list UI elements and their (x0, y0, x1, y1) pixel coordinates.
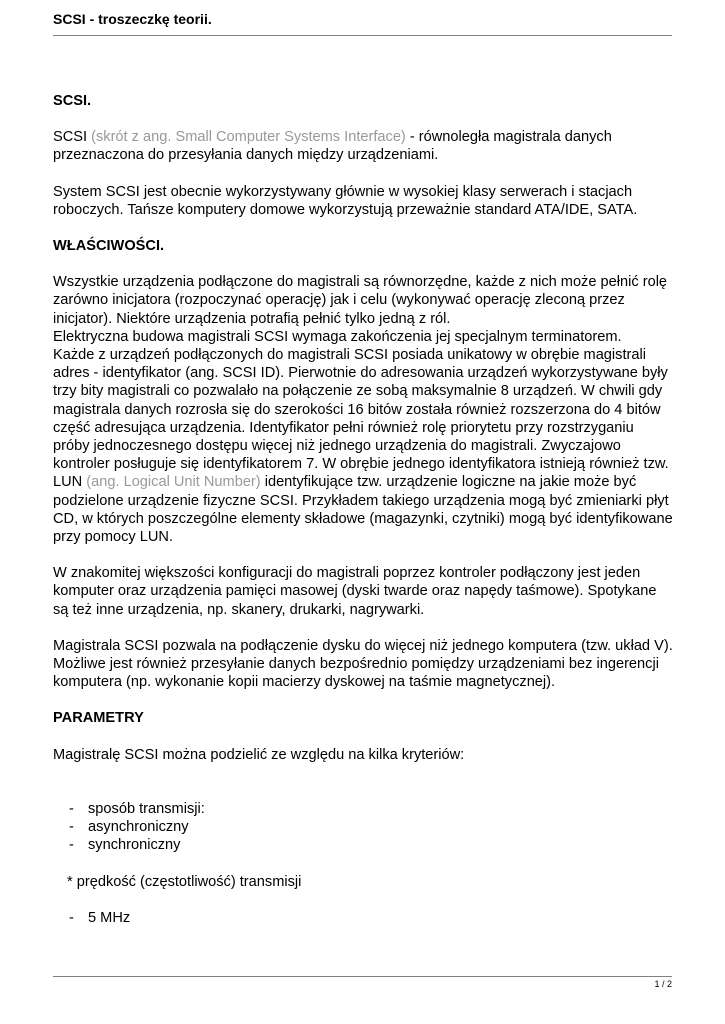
list-item (53, 836, 673, 854)
page-header-title: SCSI - troszeczkę teorii. (53, 11, 212, 27)
header-divider (53, 35, 672, 36)
list-item (53, 909, 673, 927)
paragraph-parameters-intro: Magistralę SCSI można podzielić ze względu na kilka kryteriów: (53, 746, 465, 763)
id-text: Każde z urządzeń podłączonych do magistrali SCSI posiada unikatowy w obrębie magistrali adres - identyfikator (ang. SCSI ID). Pierwotnie do adresowania urządzeń wykorzystywane były trzy bity magistrali co pozwalało na połączenie ze sobą maksymalnie 8 urządzeń. W chwili gdy magistrala danych rozrosła się do szerokości 16 bitów została również rozszerzona do 4 bitów część adresująca urządzenia. Identyfikator pełni również rolę priorytetu przy rozstrzyganiu próby jednoczesnego dostępu więcej niż jednego urządzenia do magistrali. Zwyczajowo kontroler posługuje się identyfikatorem 7. W obrębie jednego identyfikatora istnieją również tzw. LUN (53, 347, 669, 491)
speed-criterion-line: * prędkość (częstotliwość) transmisji (67, 873, 302, 890)
page-number: 1 / 2 (654, 979, 672, 989)
list-item-text: 5 MHz (88, 909, 131, 926)
paragraph-properties-terminator: Elektryczna budowa magistrali SCSI wymaga zakończenia jej specjalnym terminatorem. (53, 328, 622, 345)
footer-divider (53, 976, 672, 977)
speed-list (53, 909, 673, 927)
list-dash: - (69, 800, 74, 817)
paragraph-properties-v-layout: Magistrala SCSI pozwala na podłączenie dysku do więcej niż jednego komputera (tzw. układ V). Możliwe jest również przesyłanie danych bezpośrednio pomiędzy urządzeniami bez ingerencji komputera (np. wykonanie kopii macierzy dyskowej na taśmie magnetycznej). (53, 637, 673, 691)
paragraph-properties-config: W znakomitej większości konfiguracji do magistrali poprzez kontroler podłączony jest jeden komputer oraz urządzenia pamięci masowej (dyski twarde oraz napędy taśmowe). Spotykane są też inne urządzenia, np. skanery, drukarki, nagrywarki. (53, 565, 657, 618)
document-body (53, 92, 673, 927)
heading-parameters: PARAMETRY (53, 710, 144, 727)
lun-text: identyfikujące tzw. urządzenie logiczne na jakie może być podzielone urządzenie fizyczne SCSI. Przykładem takiego urządzenia mogą być zmieniarki płyt CD, w których poszczególne elementy składowe (magazynki, czytniki) mogą być identyfikowane przy pomocy LUN. (53, 474, 673, 546)
list-item-text: asynchroniczny (88, 819, 189, 836)
list-item-text: sposób transmisji: (88, 800, 205, 817)
scsi-definition-text: - równoległa magistrala danych przeznaczona do przesyłania danych między urządzeniami. (53, 129, 612, 164)
paragraph-scsi-usage: System SCSI jest obecnie wykorzystywany głównie w wysokiej klasy serwerach i stacjach roboczych. Tańsze komputery domowe wykorzystują przeważnie standard ATA/IDE, SATA. (53, 183, 638, 218)
paragraph-properties-id (53, 346, 673, 546)
paragraph-properties-devices: Wszystkie urządzenia podłączone do magistrali są równorzędne, każde z nich może pełnić rolę zarówno inicjatora (rozpoczynać operację) jak i celu (wykonywać operację zleconą przez inicjator). Niektóre urządzenia potrafią pełnić tylko jedną z ról. (53, 274, 668, 327)
list-item (53, 818, 673, 836)
list-dash: - (69, 837, 74, 854)
list-dash: - (69, 909, 74, 926)
list-item-text: synchroniczny (88, 837, 181, 854)
lun-expansion-note: (ang. Logical Unit Number) (82, 474, 261, 491)
list-item (53, 800, 673, 818)
heading-properties: WŁAŚCIWOŚCI. (53, 238, 165, 255)
paragraph-scsi-definition (53, 128, 673, 164)
scsi-expansion-note: (skrót z ang. Small Computer Systems Interface) (87, 129, 406, 146)
scsi-term: SCSI (53, 129, 88, 146)
list-dash: - (69, 819, 74, 836)
transmission-mode-list (53, 800, 673, 855)
heading-scsi: SCSI. (53, 93, 92, 109)
